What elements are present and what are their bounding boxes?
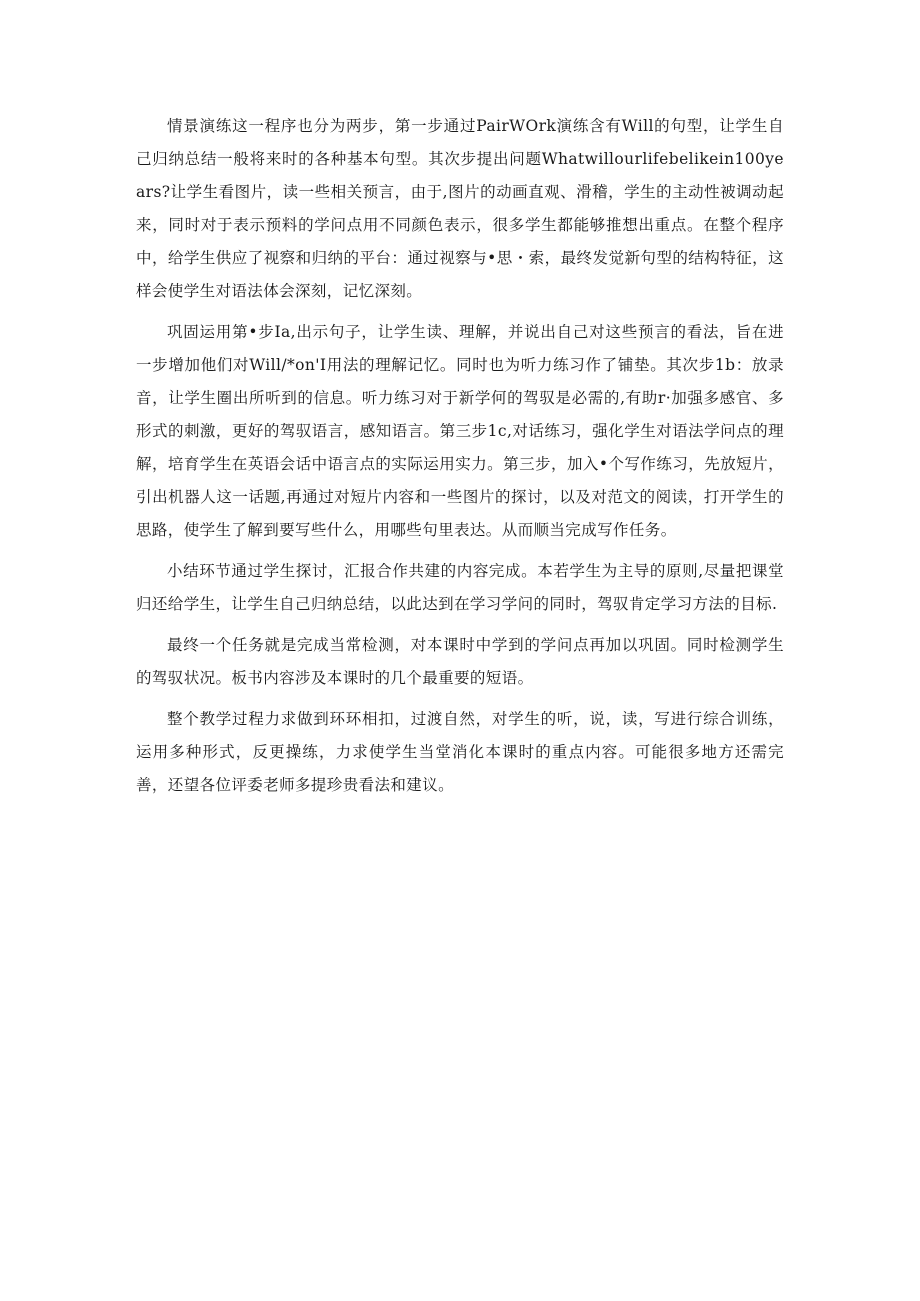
paragraph-consolidation: 巩固运用第•步Ia,出示句子，让学生读、理解，并说出自己对这些预言的看法，旨在进一步增加他们对Will/*on'I用法的理解记忆。同时也为听力练习作了铺垫。其次步1b：放录音，让学生圈出所听到的信息。听力练习对于新学何的驾驭是必需的,有助r·加强多感官、多形式的刺激，更好的驾驭语言，感知语言。第三步1c,对话练习，强化学生对语法学问点的理解，培育学生在英语会话中语言点的实际运用实力。第三步，加入•个写作练习，先放短片，引出机器人这一话题,再通过对短片内容和一些图片的探讨，以及对范文的阅读，打开学生的思路，使学生了解到要写些什么，用哪些句里表达。从而顺当完成写作任务。	[136, 323, 784, 539]
paragraph-scenario-practice: 情景演练这一程序也分为两步，第一步通过PairWOrk演练含有Will的句型，让学生自己归纳总结一般将来时的各种基本句型。其次步提出问题Whatwillourlifebelikein100years?让学生看图片，读一些相关预言，由于,图片的动画直观、滑稽，学生的主动性被调动起来，同时对于表示预料的学问点用不同颜色表示，很多学生都能够推想出重点。在整个程序中，给学生供应了视察和归纳的平台：通过视察与•思・索，最终发觉新句型的结构特征，这样会使学生对语法体会深刻，记忆深刻。	[136, 117, 784, 300]
paragraph-final-task: 最终一个任务就是完成当常检测，对本课时中学到的学问点再加以巩固。同时检测学生的驾驭状况。板书内容涉及本课时的几个最重要的短语。	[136, 636, 784, 687]
paragraph-summary: 小结环节通过学生探讨，汇报合作共建的内容完成。本若学生为主导的原则,尽量把课堂归还给学生，让学生自己归纳总结，以此达到在学习学问的同时，驾驭肯定学习方法的目标.	[136, 562, 784, 613]
paragraph-conclusion: 整个教学过程力求做到环环相扣，过渡自然，对学生的听，说，读，写进行综合训练，运用多种形式，反更操练，力求使学生当堂消化本课时的重点内容。可能很多地方还需完善，还望各位评委老师多提珍贵看法和建议。	[136, 710, 784, 794]
document-body	[136, 110, 784, 802]
